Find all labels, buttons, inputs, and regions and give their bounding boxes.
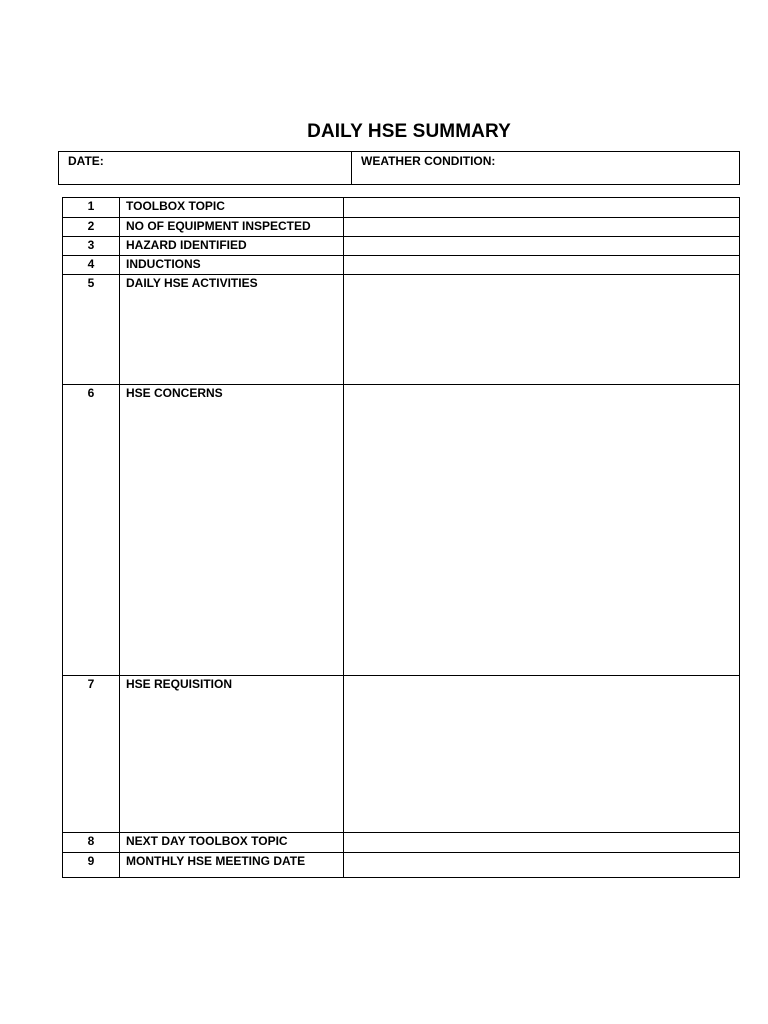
inductions-field[interactable] [344,256,740,275]
weather-condition-label: WEATHER CONDITION: [361,154,496,168]
row-label: NEXT DAY TOOLBOX TOPIC [120,833,344,853]
header-table [58,151,740,185]
row-label: HAZARD IDENTIFIED [120,237,344,256]
table-row [63,198,740,218]
row-label: NO OF EQUIPMENT INSPECTED [120,218,344,237]
table-row [63,676,740,833]
table-row [63,237,740,256]
row-number: 8 [63,833,120,853]
row-number: 2 [63,218,120,237]
table-row [63,385,740,676]
row-number: 6 [63,385,120,676]
row-number: 7 [63,676,120,833]
row-number: 3 [63,237,120,256]
row-number: 5 [63,275,120,385]
monthly-hse-meeting-date-field[interactable] [344,853,740,878]
row-number: 4 [63,256,120,275]
row-label: DAILY HSE ACTIVITIES [120,275,344,385]
row-number: 9 [63,853,120,878]
hse-summary-table [62,197,740,878]
toolbox-topic-field[interactable] [344,198,740,218]
table-row [63,833,740,853]
weather-condition-field[interactable] [352,152,740,185]
table-row [63,256,740,275]
date-field[interactable] [59,152,352,185]
equipment-inspected-field[interactable] [344,218,740,237]
row-label: HSE CONCERNS [120,385,344,676]
date-label: DATE: [68,154,104,168]
hse-concerns-field[interactable] [344,385,740,676]
row-label: HSE REQUISITION [120,676,344,833]
row-label: INDUCTIONS [120,256,344,275]
page-title: DAILY HSE SUMMARY [307,121,511,142]
row-number: 1 [63,198,120,218]
daily-hse-activities-field[interactable] [344,275,740,385]
table-row [63,218,740,237]
hazard-identified-field[interactable] [344,237,740,256]
table-row [63,275,740,385]
header-row [59,152,740,185]
next-day-toolbox-topic-field[interactable] [344,833,740,853]
table-row [63,853,740,878]
row-label: MONTHLY HSE MEETING DATE [120,853,344,878]
hse-requisition-field[interactable] [344,676,740,833]
row-label: TOOLBOX TOPIC [120,198,344,218]
